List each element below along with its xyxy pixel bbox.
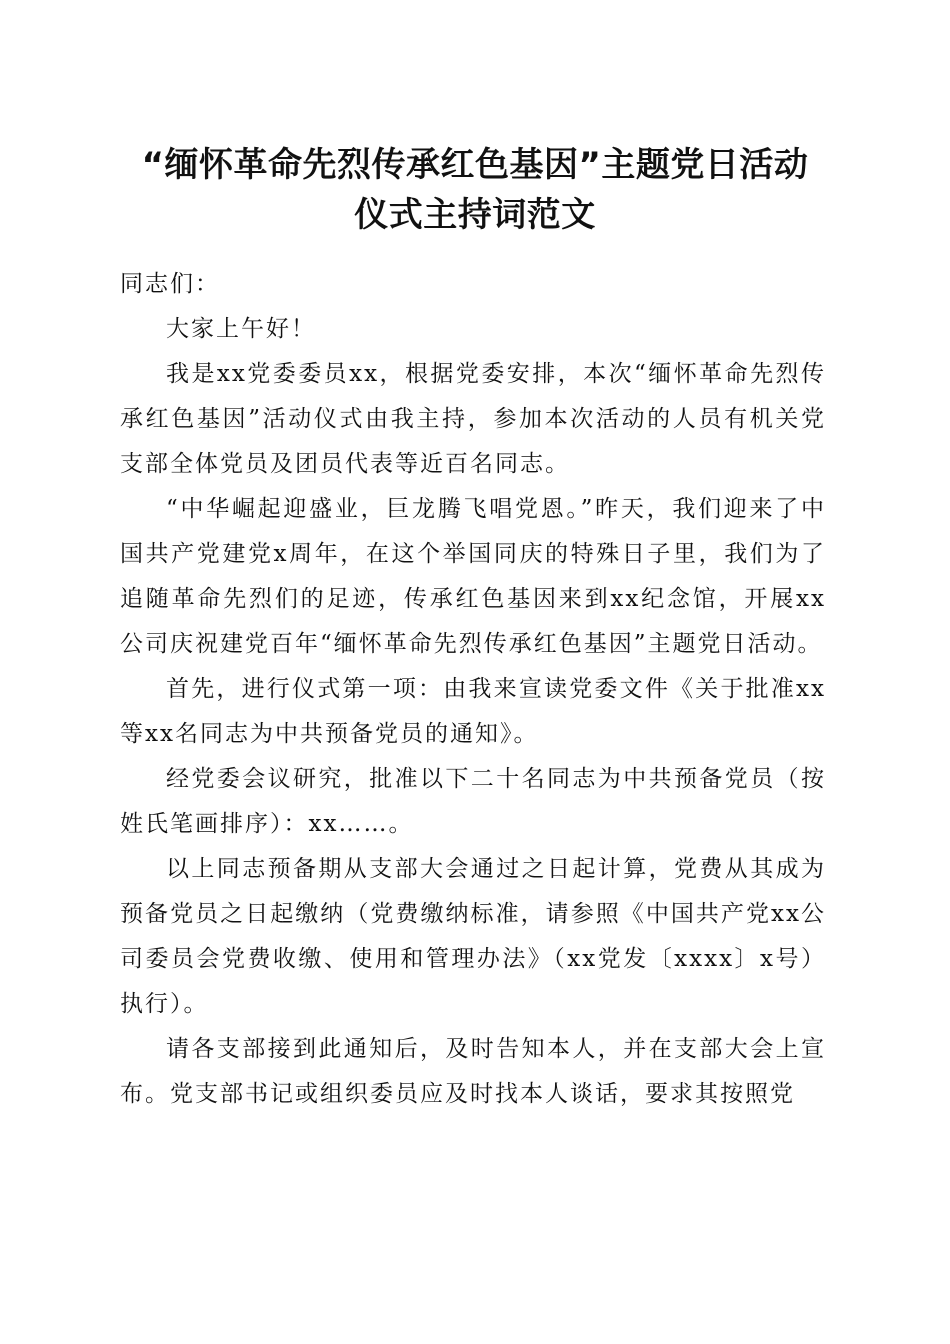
salutation: 同志们：: [120, 271, 220, 297]
paragraph-greeting: 大家上午好！: [166, 316, 316, 342]
paragraph-opening: “中华崛起迎盛业，巨龙腾飞唱党恩。”昨天，我们迎来了中国共产党建党x周年，在这个举国同庆的特殊日子里，我们为了追随革命先烈们的足迹，传承红色基因来到xx纪念馆，开展xx公司庆祝建党百年“缅怀革命先烈传承红色基因”主题党日活动。: [120, 496, 826, 657]
paragraph-notice: 请各支部接到此通知后，及时告知本人，并在支部大会上宣布。党支部书记或组织委员应及时找本人谈话，要求其按照党: [120, 1036, 826, 1107]
paragraph-probation: 以上同志预备期从支部大会通过之日起计算，党费从其成为预备党员之日起缴纳（党费缴纳标准，请参照《中国共产党xx公司委员会党费收缴、使用和管理办法》（xx党发〔xxxx〕x号）执行）。: [120, 856, 826, 1017]
document-title: [100, 140, 850, 240]
paragraph-first-item: 首先，进行仪式第一项：由我来宣读党委文件《关于批准xx等xx名同志为中共预备党员的通知》。: [120, 676, 826, 747]
paragraph-approval: 经党委会议研究，批准以下二十名同志为中共预备党员（按姓氏笔画排序）：xx……。: [120, 766, 826, 837]
paragraph-introduction: 我是xx党委委员xx，根据党委安排，本次“缅怀革命先烈传承红色基因”活动仪式由我主持，参加本次活动的人员有机关党支部全体党员及团员代表等近百名同志。: [120, 361, 826, 477]
title-line-2: 仪式主持词范文: [354, 195, 596, 235]
document-body: [120, 262, 826, 1117]
title-line-1: “缅怀革命先烈传承红色基因”主题党日活动: [141, 145, 809, 185]
